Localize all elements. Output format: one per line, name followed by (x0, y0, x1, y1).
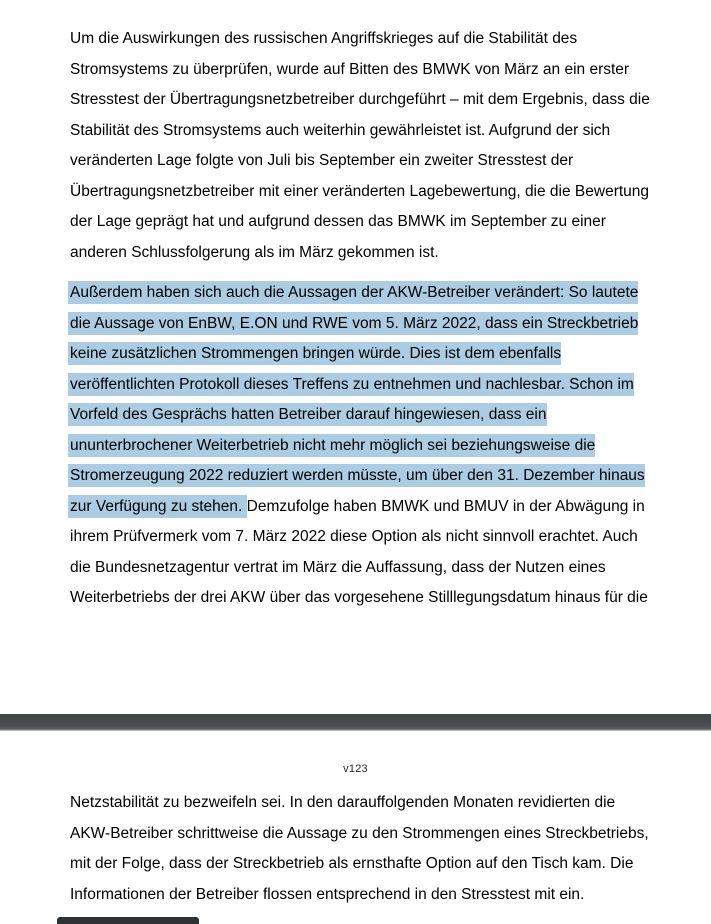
text-line (70, 85, 691, 116)
text-segment: AKW-Betreiber schrittweise die Aussage zu den Strommengen eines Streckbetriebs, (70, 824, 649, 842)
text-line (70, 339, 691, 370)
text-segment: Stabilität des Stromsystems auch weiterhin gewährleistet ist. Aufgrund der sich (70, 121, 611, 139)
text-line (70, 146, 691, 177)
highlighted-text: zur Verfügung zu stehen. (68, 495, 247, 518)
paragraph (70, 24, 691, 268)
text-segment: Übertragungsnetzbetreiber mit einer veränderten Lagebewertung, die die Bewertung (70, 182, 650, 200)
text-segment: Informationen der Betreiber flossen entsprechend in den Stresstest mit ein. (70, 885, 585, 903)
text-segment: ihrem Prüfvermerk vom 7. März 2022 diese Option als nicht sinnvoll erachtet. Auch (70, 528, 638, 545)
highlighted-text: Vorfeld des Gesprächs hatten Betreiber darauf hingewiesen, dass ein (68, 403, 547, 426)
paragraph (70, 278, 691, 614)
text-line (70, 492, 691, 523)
text-segment: die Bundesnetzagentur vertrat im März die Auffassung, dass der Nutzen eines (70, 558, 606, 576)
text-line (70, 400, 691, 431)
text-line (70, 370, 691, 401)
text-segment: Um die Auswirkungen des russischen Angriffskrieges auf die Stabilität des (70, 30, 578, 47)
highlighted-text: Außerdem haben sich auch die Aussagen der AKW-Betreiber verändert: So lautete (68, 281, 638, 304)
highlighted-text: Stromerzeugung 2022 reduziert werden müsste, um über den 31. Dezember hinaus (68, 464, 645, 487)
text-line (70, 177, 691, 208)
text-line (70, 431, 691, 462)
text-segment: Stresstest der Übertragungsnetzbetreiber durchgeführt – mit dem Ergebnis, dass die (70, 91, 650, 108)
page-2[interactable] (0, 731, 711, 924)
highlighted-text: keine zusätzlichen Strommengen bringen würde. Dies ist dem ebenfalls (68, 342, 561, 365)
text-line (70, 819, 691, 850)
text-line (70, 238, 691, 269)
text-segment: anderen Schlussfolgerung als im März gekommen ist. (70, 243, 439, 261)
text-line (70, 522, 691, 553)
text-line (70, 880, 691, 911)
text-line (70, 583, 691, 614)
highlighted-text: die Aussage von EnBW, E.ON und RWE vom 5. März 2022, dass ein Streckbetrieb (68, 312, 638, 335)
redaction-bar (57, 917, 199, 924)
highlighted-text: veröffentlichten Protokoll dieses Treffens zu entnehmen und nachlesbar. Schon im (68, 373, 634, 396)
paragraph (70, 788, 691, 910)
text-segment: der Lage geprägt hat und aufgrund dessen das BMWK im September zu einer (70, 213, 606, 230)
text-line (70, 553, 691, 584)
page-2-text-block (0, 788, 711, 910)
text-segment: Demzufolge haben BMWK und BMUV in der Abwägung in (246, 497, 645, 515)
text-segment: mit der Folge, dass der Streckbetrieb als ernsthafte Option auf den Tisch kam. Die (70, 855, 634, 872)
highlighted-text: ununterbrochener Weiterbetrieb nicht mehr möglich sei beziehungsweise die (68, 434, 595, 457)
page-watermark: v123 (343, 763, 368, 775)
text-line (70, 24, 691, 55)
text-line (70, 461, 691, 492)
text-line (70, 207, 691, 238)
text-segment: veränderten Lage folgte von Juli bis September ein zweiter Stresstest der (70, 152, 574, 169)
text-line (70, 278, 691, 309)
text-line (70, 849, 691, 880)
text-segment: Weiterbetriebs der drei AKW über das vorgesehene Stilllegungsdatum hinaus für die (70, 589, 648, 606)
text-line (70, 788, 691, 819)
page-separator (0, 714, 711, 731)
text-line (70, 309, 691, 340)
text-line (70, 55, 691, 86)
text-line (70, 116, 691, 147)
text-segment: Stromsystems zu überprüfen, wurde auf Bitten des BMWK von März an ein erster (70, 60, 630, 78)
text-segment: Netzstabilität zu bezweifeln sei. In den darauffolgenden Monaten revidierten die (70, 794, 616, 811)
